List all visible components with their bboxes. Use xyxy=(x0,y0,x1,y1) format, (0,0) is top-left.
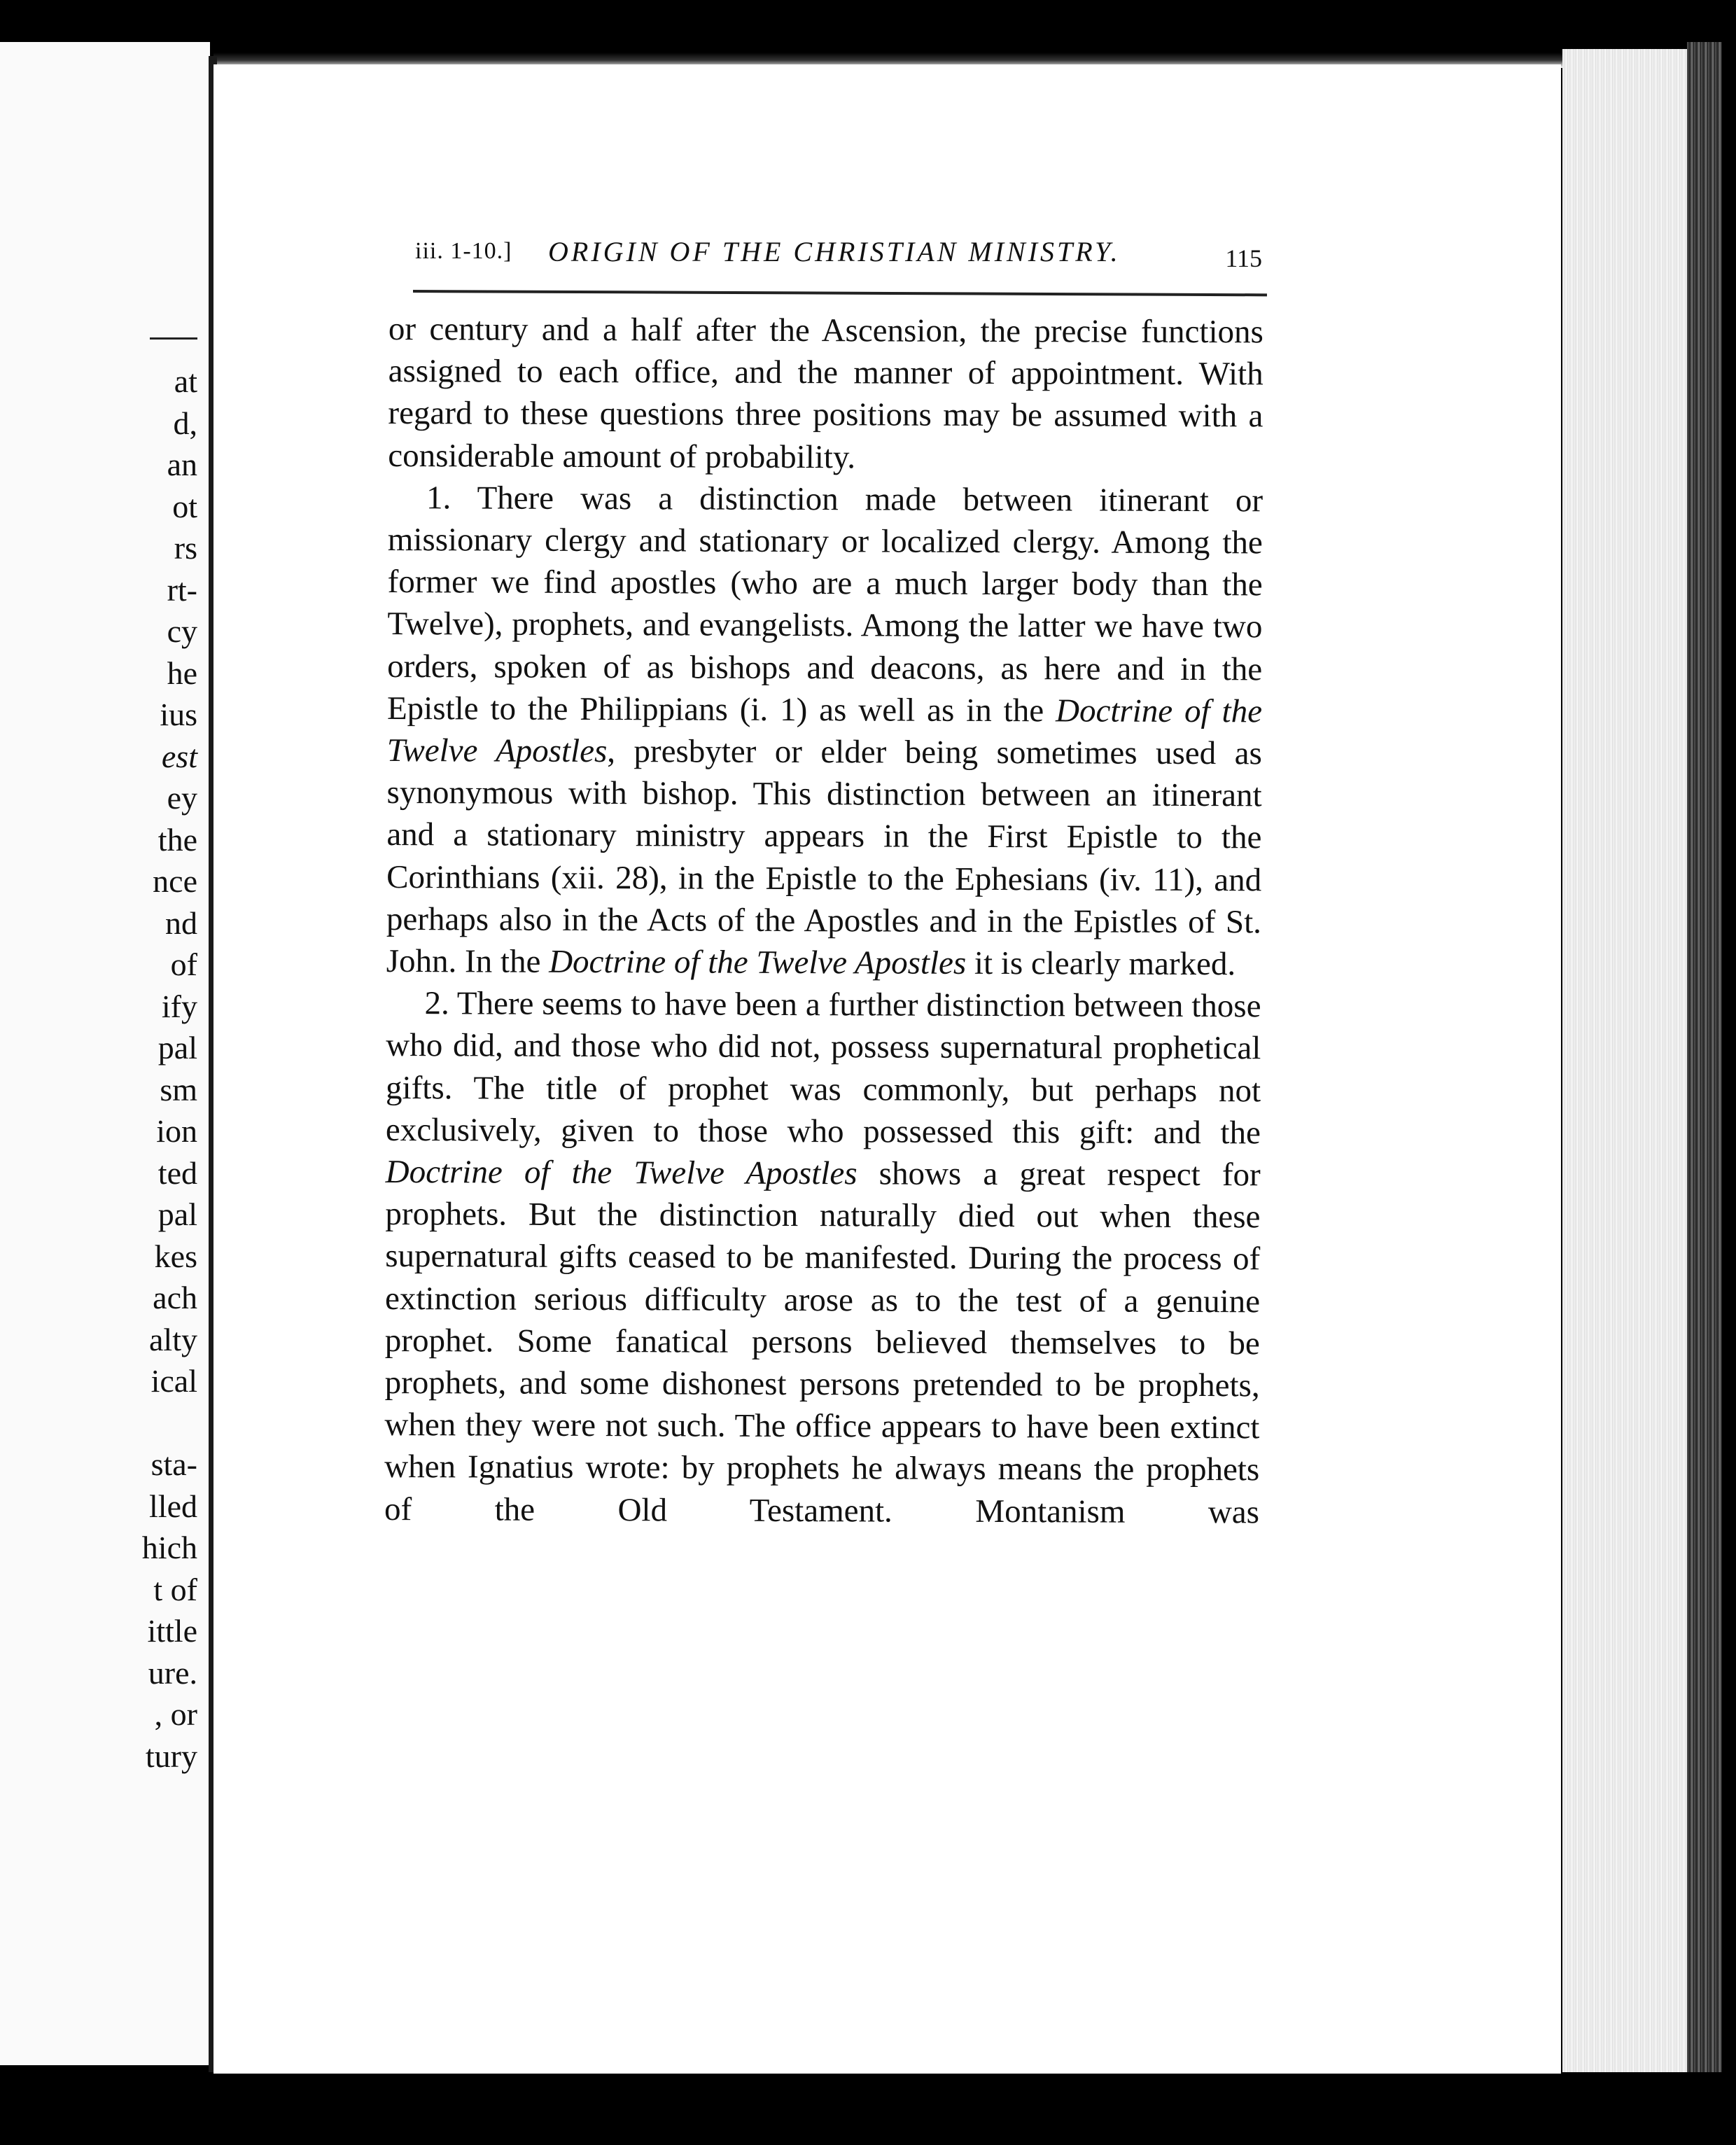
left-page-rule xyxy=(150,337,197,340)
left-line-fragment: hich xyxy=(141,1530,197,1565)
left-line-fragment: ittle xyxy=(147,1613,197,1649)
left-page-line-fragments xyxy=(15,361,197,1777)
left-line-fragment: t of xyxy=(153,1571,197,1607)
left-line-fragment xyxy=(15,1402,197,1444)
header-title: ORIGIN OF THE CHRISTIAN MINISTRY. xyxy=(548,236,1121,267)
left-line-fragment: he xyxy=(167,655,197,691)
paragraph-3: 2. There seems to have been a further distinction between those who did, and those who did not, possess supernatural prophetical gifts. The title of prophet was commonly, but perhaps not exclusively, given to those who possessed this gift: and the Doctrine of the Twelve Apostles shows a great respect for prophets. But the distinction naturally died out when these supernatural gifts ceased to be manifested. During the process of extinction serious difficulty arose as to the test of a genuine prophet. Some fanatical persons believed themselves to be prophets, and some dishonest persons pretended to be prophets, when they were not such. The office appears to have been extinct when Ignatius wrote: by prophets he always means the prophets of the Old Testament. Montanism was xyxy=(384,985,1261,1531)
left-line-fragment: rt- xyxy=(167,571,197,608)
body-text xyxy=(384,308,1264,1533)
book-cover-edge xyxy=(1687,42,1722,2072)
left-line-fragment: of xyxy=(170,946,197,982)
left-line-fragment: at xyxy=(174,363,197,399)
left-line-fragment: ify xyxy=(161,988,197,1024)
left-line-fragment: rs xyxy=(174,530,197,566)
left-line-fragment: ure. xyxy=(148,1654,197,1691)
left-line-fragment: the xyxy=(158,821,197,858)
page-number: 115 xyxy=(1225,244,1262,272)
left-line-fragment: ey xyxy=(167,780,197,816)
left-line-fragment: ical xyxy=(150,1363,197,1399)
left-line-fragment: an xyxy=(167,447,197,482)
left-facing-page xyxy=(0,42,210,2065)
left-line-fragment: d, xyxy=(173,405,197,441)
left-line-fragment: sm xyxy=(160,1071,197,1108)
left-line-fragment: , or xyxy=(154,1696,197,1732)
left-line-fragment: lled xyxy=(149,1488,197,1524)
left-line-fragment: cy xyxy=(167,613,197,649)
running-header xyxy=(415,231,1262,280)
left-line-fragment: kes xyxy=(154,1238,197,1274)
page-stack-fore-edge xyxy=(1562,49,1706,2072)
left-line-fragment: nce xyxy=(153,863,197,899)
left-line-fragment: ion xyxy=(156,1113,197,1149)
left-line-fragment: ted xyxy=(158,1154,197,1191)
paragraph-2: 1. There was a distinction made between itinerant or missionary clergy and stationary or localized clergy. Among the former we find apostles (who are a much larger body than the Twelve), prophets, and evangelists. Among the latter we have two orders, spoken of as bishops and deacons, as here and in the Epistle to the Philippians (i. 1) as well as in the Doctrine of the Twelve Apostles, presbyter or elder being sometimes used as synonymous with bishop. This distinction between an itinerant and a stationary ministry appears in the First Epistle to the Corinthians (xii. 28), in the Epistle to the Ephesians (iv. 11), and perhaps also in the Acts of the Apostles and in the Epistles of St. John. In the Doctrine of the Twelve Apostles it is clearly marked. xyxy=(386,480,1264,983)
italic-title: Doctrine of the Twelve Apostles xyxy=(386,692,1263,770)
italic-title: Doctrine of the Twelve Apostles xyxy=(549,943,967,981)
left-line-fragment: alty xyxy=(149,1321,197,1357)
left-line-fragment: pal xyxy=(158,1030,197,1065)
paragraph-1: or century and a half after the Ascension, the precise functions assigned to each office, and the manner of appointment. With regard to these questions three positions may be assumed with a considerable amount of probability. xyxy=(388,310,1264,475)
left-line-fragment: nd xyxy=(165,904,197,941)
header-section-ref: iii. 1-10.] xyxy=(415,238,512,264)
left-line-fragment: ot xyxy=(172,488,197,524)
left-line-fragment: sta- xyxy=(150,1446,197,1482)
left-line-fragment: ius xyxy=(160,697,197,732)
left-line-fragment: ach xyxy=(153,1280,197,1315)
italic-title: Doctrine of the Twelve Apostles xyxy=(385,1154,858,1192)
left-line-fragment: pal xyxy=(158,1196,197,1232)
left-line-fragment: tury xyxy=(145,1738,197,1774)
left-line-fragment: est xyxy=(161,738,197,774)
